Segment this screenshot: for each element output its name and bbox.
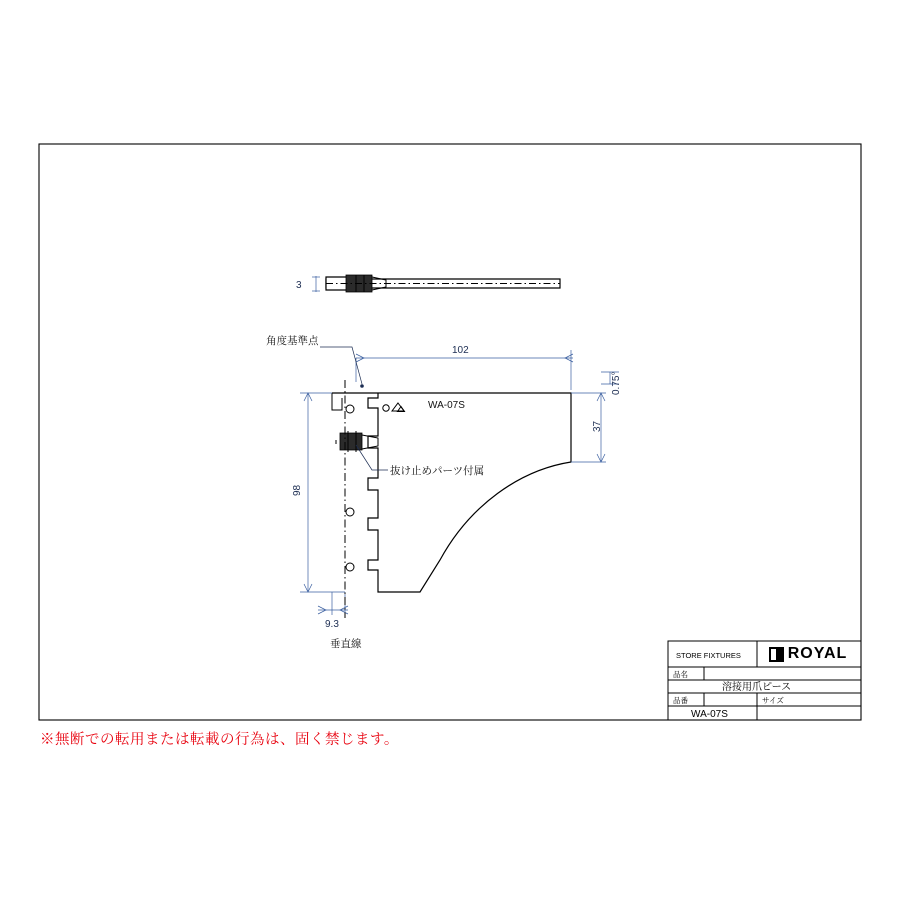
- row-code-label: 品番: [673, 696, 688, 705]
- royal-logo: [769, 645, 848, 663]
- label-retaining-parts: 抜け止めパーツ付属: [390, 465, 485, 477]
- dimension-height-left-value: 98: [292, 484, 303, 496]
- part-code-on-body: WA-07S: [428, 400, 465, 411]
- bracket-body: [332, 393, 571, 592]
- royal-wordmark: ROYAL: [787, 645, 848, 662]
- royal-logo-box: [760, 644, 856, 664]
- dimension-length-value: 102: [452, 345, 469, 356]
- dimension-thickness: [312, 276, 320, 292]
- dimension-thickness-value: 3: [296, 280, 302, 291]
- label-angle-ref: 角度基準点: [266, 335, 319, 347]
- brand-sub-label: STORE FIXTURES: [676, 651, 741, 660]
- angle-ref-point: [360, 384, 364, 388]
- top-view: [326, 275, 560, 292]
- dimension-height-left: [300, 393, 345, 592]
- row-product-label: 品名: [673, 670, 688, 679]
- dimension-height-right-value: 37: [592, 420, 603, 432]
- row-product-value: 溶接用爪ピース: [722, 682, 792, 693]
- royal-mark-icon: [769, 647, 784, 662]
- dimension-offset-value: 9.3: [325, 619, 339, 630]
- label-vertical-line: 垂直線: [330, 638, 362, 650]
- dimension-offset: [318, 592, 348, 615]
- row-size-label: サイズ: [762, 696, 784, 705]
- copyright-notice: ※無断での転用または転載の行為は、固く禁じます。: [40, 732, 399, 748]
- dimension-angle-value: 0.75°: [611, 371, 622, 395]
- dimension-length: [356, 350, 573, 390]
- row-code-value: WA-07S: [691, 709, 728, 720]
